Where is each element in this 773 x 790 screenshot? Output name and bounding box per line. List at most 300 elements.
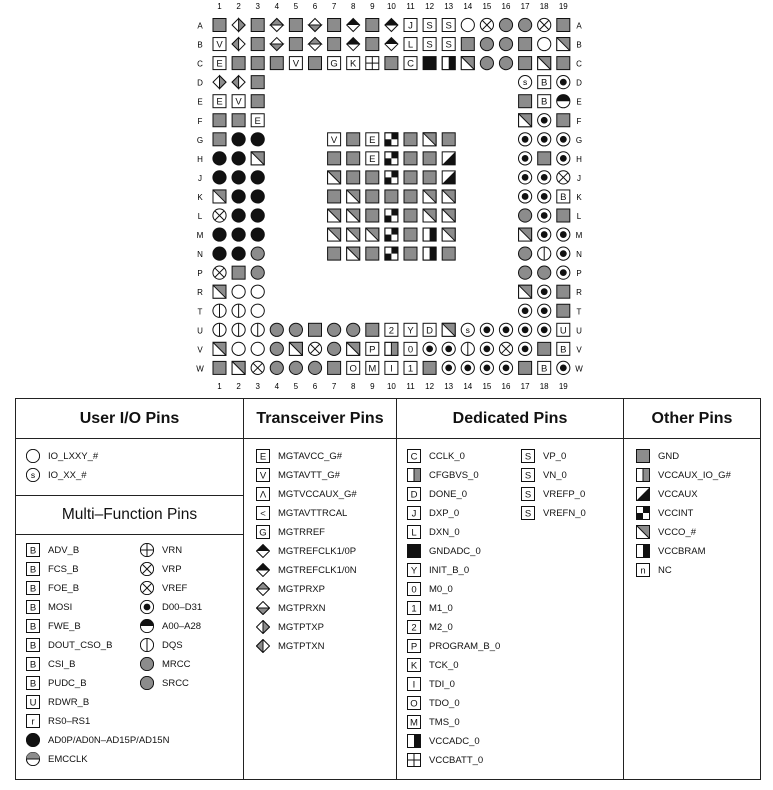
pin-L2	[232, 209, 245, 222]
svg-text:B: B	[29, 621, 37, 633]
column-label-bottom: 5	[293, 382, 299, 391]
legend-item-label: M0_0	[429, 583, 453, 595]
svg-text:B: B	[29, 640, 37, 652]
row-label-left: B	[197, 40, 203, 50]
pin-A16	[499, 18, 512, 31]
column-label-bottom: 9	[370, 382, 375, 391]
svg-text:B: B	[29, 583, 37, 595]
pin-K7	[328, 190, 341, 203]
legend-item	[26, 562, 79, 576]
pin-F17	[519, 114, 532, 127]
pin-N19	[557, 247, 570, 260]
pin-U16	[499, 323, 512, 336]
pin-B12	[423, 38, 436, 51]
svg-text:S: S	[524, 508, 532, 520]
column-label-bottom: 12	[425, 382, 435, 391]
pin-M18	[538, 228, 551, 241]
mrcc-icon	[140, 676, 154, 690]
vccaux-io-icon	[636, 468, 650, 482]
svg-text:B: B	[541, 77, 548, 89]
pin-H1	[213, 152, 226, 165]
legend-item	[636, 449, 679, 463]
pin-E3	[251, 95, 264, 108]
svg-text:Y: Y	[407, 325, 414, 337]
pin-L7	[328, 209, 341, 222]
pin-B11	[404, 38, 417, 51]
legend-item-label: M1_0	[429, 602, 453, 614]
pin-T1	[213, 304, 226, 317]
pin-L1	[213, 209, 226, 222]
legend-item-label: MGTRREF	[278, 526, 325, 538]
legend-item	[256, 544, 356, 558]
pin-A10	[385, 19, 398, 32]
legend-item-label: FWE_B	[48, 620, 81, 632]
row-label-left: M	[196, 231, 204, 241]
pin-U11	[404, 323, 417, 336]
pin-M11	[404, 228, 417, 241]
mgtptxp-icon	[256, 620, 270, 634]
pin-V17	[519, 342, 532, 355]
lettered-box-icon	[407, 639, 421, 653]
legend-heading: Transceiver Pins	[244, 399, 396, 439]
legend-item	[407, 449, 465, 463]
pin-C15	[480, 57, 493, 70]
pin-C17	[519, 57, 532, 70]
pin-P18	[538, 266, 551, 279]
pin-R17	[519, 285, 532, 298]
pin-U8	[347, 323, 360, 336]
pin-M2	[232, 228, 245, 241]
legend-item-label: M2_0	[429, 621, 453, 633]
pin-H10	[385, 152, 398, 165]
pin-F2	[232, 114, 245, 127]
legend-heading: Other Pins	[624, 399, 760, 439]
emcclk-icon	[26, 752, 40, 766]
pin-N7	[328, 247, 341, 260]
lettered-box-icon	[26, 657, 40, 671]
legend-item	[256, 525, 325, 539]
svg-text:E: E	[369, 134, 376, 146]
legend-item	[407, 677, 455, 691]
pin-A11	[404, 19, 417, 32]
circle-icon	[26, 449, 40, 463]
pin-W3	[251, 361, 264, 374]
dqs-icon	[140, 638, 154, 652]
pin-H11	[404, 152, 417, 165]
lettered-box-icon	[26, 619, 40, 633]
pin-B3	[251, 38, 264, 51]
pin-J10	[385, 171, 398, 184]
lettered-box-icon	[26, 543, 40, 557]
pin-K11	[404, 190, 417, 203]
column-label-top: 16	[501, 2, 511, 11]
legend-item-label: RDWR_B	[48, 696, 90, 708]
mgtprxp-icon	[256, 582, 270, 596]
lettered-box-icon	[256, 525, 270, 539]
pin-M10	[385, 228, 398, 241]
pin-M19	[557, 228, 570, 241]
pin-U7	[328, 323, 341, 336]
pin-V2	[232, 342, 245, 355]
lettered-box-icon	[407, 506, 421, 520]
svg-text:<: <	[260, 508, 266, 520]
legend-item-label: CCLK_0	[429, 450, 465, 462]
svg-text:E: E	[216, 58, 223, 70]
pin-A8	[347, 19, 360, 32]
lettered-box-icon	[256, 449, 270, 463]
svg-text:D: D	[426, 325, 434, 337]
pin-E18	[538, 95, 551, 108]
pin-N3	[251, 247, 264, 260]
legend-item-label: DOUT_CSO_B	[48, 639, 113, 651]
pin-R1	[213, 285, 226, 298]
lettered-box-icon	[407, 582, 421, 596]
pin-V15	[480, 342, 493, 355]
row-label-right: K	[576, 192, 582, 202]
pin-V1	[213, 342, 226, 355]
legend-item-label: DONE_0	[429, 488, 468, 500]
pin-G7	[328, 133, 341, 146]
pin-A1	[213, 19, 226, 32]
legend-item	[407, 753, 483, 767]
pin-H18	[538, 152, 551, 165]
legend-transceiver	[244, 399, 397, 779]
pin-J7	[328, 171, 341, 184]
pin-D1	[213, 76, 226, 89]
legend-item	[256, 563, 357, 577]
svg-text:E: E	[259, 451, 267, 463]
pin-C2	[232, 57, 245, 70]
pin-B13	[442, 38, 455, 51]
svg-text:V: V	[259, 470, 267, 482]
legend-item-label: AD0P/AD0N–AD15P/AD15N	[48, 734, 170, 746]
legend-item	[636, 487, 698, 501]
pin-E19	[557, 95, 570, 108]
svg-text:B: B	[29, 659, 37, 671]
column-label-top: 17	[520, 2, 530, 11]
lettered-box-icon	[521, 468, 535, 482]
pin-W11	[404, 361, 417, 374]
row-label-left: R	[197, 288, 203, 298]
pin-C5	[289, 57, 302, 70]
row-label-left: F	[197, 116, 203, 126]
pin-K10	[385, 190, 398, 203]
vref-icon	[140, 581, 154, 595]
legend-item-label: TCK_0	[429, 659, 459, 671]
pin-G10	[385, 133, 398, 146]
pin-V14	[461, 342, 474, 355]
pin-C19	[557, 57, 570, 70]
legend-item-label: GND	[658, 450, 680, 462]
svg-text:2: 2	[411, 622, 417, 634]
column-label-bottom: 10	[386, 382, 396, 391]
legend-item-label: PROGRAM_B_0	[429, 640, 501, 652]
legend-item-label: MGTREFCLK1/0P	[278, 545, 357, 557]
pin-W9	[366, 361, 379, 374]
pin-A4	[270, 19, 283, 32]
pin-K9	[366, 190, 379, 203]
legend-item-label: VCCBATT_0	[429, 754, 484, 766]
pin-U17	[519, 323, 532, 336]
row-label-left: H	[197, 154, 203, 164]
pin-C8	[347, 57, 360, 70]
legend-item	[636, 468, 731, 482]
lettered-box-icon	[407, 696, 421, 710]
row-label-left: P	[197, 269, 203, 279]
pin-K1	[213, 190, 226, 203]
pin-H17	[519, 152, 532, 165]
pin-J9	[366, 171, 379, 184]
pin-T2	[232, 304, 245, 317]
pin-J12	[423, 171, 436, 184]
pin-F1	[213, 114, 226, 127]
pin-L8	[347, 209, 360, 222]
svg-text:G: G	[259, 527, 267, 539]
pin-B15	[480, 37, 493, 50]
legend-other	[624, 399, 760, 779]
row-label-left: W	[196, 364, 204, 374]
legend-item	[26, 752, 88, 766]
pin-W6	[308, 361, 321, 374]
pin-A6	[309, 19, 322, 32]
gndadc-icon	[407, 544, 421, 558]
legend-item-label: MGTVCCAUX_G#	[278, 488, 357, 500]
vrn-icon	[140, 543, 154, 557]
lettered-box-icon	[26, 638, 40, 652]
svg-text:2: 2	[388, 325, 395, 337]
lettered-box-icon	[256, 468, 270, 482]
pin-B17	[519, 38, 532, 51]
legend-item	[407, 525, 460, 539]
legend-item-label: MGTAVCC_G#	[278, 450, 343, 462]
pin-B14	[461, 38, 474, 51]
row-label-right: M	[575, 231, 583, 241]
column-label-top: 4	[274, 2, 280, 11]
svg-text:C: C	[407, 58, 414, 70]
legend-item	[407, 715, 460, 729]
legend-user-io	[16, 399, 244, 779]
svg-text:S: S	[524, 451, 532, 463]
row-label-left: C	[197, 59, 203, 69]
row-label-left: J	[198, 173, 202, 183]
legend-subheading: Multi–Function Pins	[16, 495, 243, 535]
column-label-top: 1	[217, 2, 222, 11]
legend-item	[256, 468, 340, 482]
pin-W7	[328, 361, 341, 374]
legend-item-label: TMS_0	[429, 716, 460, 728]
pin-J11	[404, 171, 417, 184]
legend-item	[636, 506, 693, 520]
legend-dedicated	[397, 399, 624, 779]
column-label-bottom: 17	[520, 382, 530, 391]
legend-item	[256, 639, 324, 653]
svg-text:0: 0	[411, 584, 417, 596]
legend-item	[26, 638, 112, 652]
pin-G3	[251, 133, 264, 146]
legend-item-label: VCCBRAM	[658, 545, 706, 557]
pin-W17	[519, 361, 532, 374]
svg-text:K: K	[410, 660, 418, 672]
pin-W19	[557, 361, 570, 374]
pin-K8	[347, 190, 360, 203]
pin-J2	[232, 171, 245, 184]
pin-W2	[232, 361, 245, 374]
legend-item	[407, 506, 459, 520]
pin-W13	[442, 361, 455, 374]
legend-item-label: ADV_B	[48, 544, 80, 556]
pin-B2	[232, 38, 245, 51]
pin-N13	[442, 247, 455, 260]
row-label-left: D	[197, 78, 203, 88]
pin-M9	[366, 228, 379, 241]
pin-C10	[385, 57, 398, 70]
row-label-right: J	[577, 173, 581, 183]
column-label-top: 8	[350, 2, 356, 11]
row-label-left: A	[197, 21, 203, 31]
pin-U10	[385, 323, 398, 336]
pin-L10	[385, 209, 398, 222]
pin-M17	[519, 228, 532, 241]
legend-item-label: TDO_0	[429, 697, 460, 709]
pin-V16	[499, 342, 512, 355]
pin-H2	[232, 152, 245, 165]
adp-icon	[26, 733, 40, 747]
legend-item-label: GNDADC_0	[429, 545, 481, 557]
svg-text:0: 0	[407, 344, 414, 356]
pin-J1	[213, 171, 226, 184]
row-label-right: P	[576, 269, 582, 279]
pin-B19	[557, 38, 570, 51]
legend-item-label: MGTPRXN	[278, 602, 326, 614]
column-label-bottom: 14	[463, 382, 473, 391]
svg-text:B: B	[560, 191, 567, 203]
lettered-box-icon	[407, 601, 421, 615]
legend-item	[636, 563, 672, 577]
legend-item	[256, 620, 324, 634]
pin-C18	[538, 57, 551, 70]
column-label-top: 13	[444, 2, 454, 11]
pin-K13	[442, 190, 455, 203]
svg-text:V: V	[235, 96, 242, 108]
pin-C1	[213, 57, 226, 70]
legend-item	[26, 600, 72, 614]
pin-W12	[423, 361, 436, 374]
pin-B4	[270, 38, 283, 51]
legend-item	[26, 543, 79, 557]
pin-G13	[442, 133, 455, 146]
lettered-box-icon	[407, 677, 421, 691]
svg-text:U: U	[559, 325, 567, 337]
lettered-box-icon	[26, 562, 40, 576]
legend-item-label: CSI_B	[48, 658, 76, 670]
pin-A7	[328, 19, 341, 32]
lettered-box-icon	[26, 695, 40, 709]
pin-G17	[519, 133, 532, 146]
svg-text:P: P	[410, 641, 418, 653]
vccaux-icon	[636, 487, 650, 501]
svg-text:G: G	[330, 58, 338, 70]
column-label-top: 18	[539, 2, 549, 11]
svg-text:L: L	[407, 39, 414, 51]
pin-N17	[519, 247, 532, 260]
pin-U12	[423, 323, 436, 336]
column-label-bottom: 18	[539, 382, 549, 391]
legend-item-label: DQS	[162, 639, 183, 651]
legend-item	[407, 639, 500, 653]
pin-W5	[289, 361, 302, 374]
legend-item	[407, 734, 480, 748]
pin-K12	[423, 190, 436, 203]
svg-text:Y: Y	[410, 565, 418, 577]
svg-text:n: n	[640, 565, 646, 577]
lettered-box-icon	[407, 620, 421, 634]
row-label-right: R	[576, 288, 582, 298]
column-label-bottom: 16	[501, 382, 511, 391]
pin-H8	[347, 152, 360, 165]
column-label-top: 6	[312, 2, 318, 11]
pin-C9	[366, 57, 379, 70]
pin-A9	[366, 19, 379, 32]
legend-item	[636, 525, 696, 539]
row-label-left: G	[196, 135, 204, 145]
legend-item-label: MGTAVTTRCAL	[278, 507, 348, 519]
vccadc-icon	[407, 734, 421, 748]
row-label-right: V	[576, 345, 582, 355]
pin-V5	[289, 342, 302, 355]
pin-L19	[557, 209, 570, 222]
pin-V10	[385, 342, 398, 355]
pin-E2	[232, 95, 245, 108]
pin-G2	[232, 133, 245, 146]
legend-item-label: MOSI	[48, 601, 73, 613]
pin-U6	[309, 323, 322, 336]
lettered-box-icon	[407, 525, 421, 539]
pin-L3	[251, 209, 264, 222]
legend-item-label: VRP	[162, 563, 182, 575]
pin-W18	[538, 361, 551, 374]
column-label-top: 5	[293, 2, 299, 11]
pin-C12	[423, 57, 436, 70]
pin-legend	[15, 398, 761, 780]
legend-item	[521, 449, 566, 463]
mgtrefclk1p-icon	[256, 544, 270, 558]
a00-icon	[140, 619, 154, 633]
legend-item-label: D00–D31	[162, 601, 203, 613]
pin-A3	[251, 19, 264, 32]
pin-N9	[366, 247, 379, 260]
pin-V11	[404, 342, 417, 355]
pin-D19	[557, 76, 570, 89]
pin-P17	[519, 266, 532, 279]
row-label-left: N	[197, 250, 203, 260]
column-label-bottom: 4	[274, 382, 280, 391]
legend-item-label: A00–A28	[162, 620, 202, 632]
legend-item	[521, 506, 586, 520]
svg-text:S: S	[524, 470, 532, 482]
legend-item-label: EMCCLK	[48, 753, 88, 765]
vccbatt-icon	[407, 753, 421, 767]
legend-item	[26, 733, 169, 747]
legend-heading: User I/O Pins	[16, 399, 243, 439]
svg-text:E: E	[369, 153, 376, 165]
pin-U9	[366, 323, 379, 336]
vcco-icon	[636, 525, 650, 539]
pin-V8	[347, 342, 360, 355]
pin-A19	[557, 19, 570, 32]
legend-item-label: MGTPTXN	[278, 640, 325, 652]
pin-V12	[423, 342, 436, 355]
legend-item-label: VN_0	[543, 469, 567, 481]
